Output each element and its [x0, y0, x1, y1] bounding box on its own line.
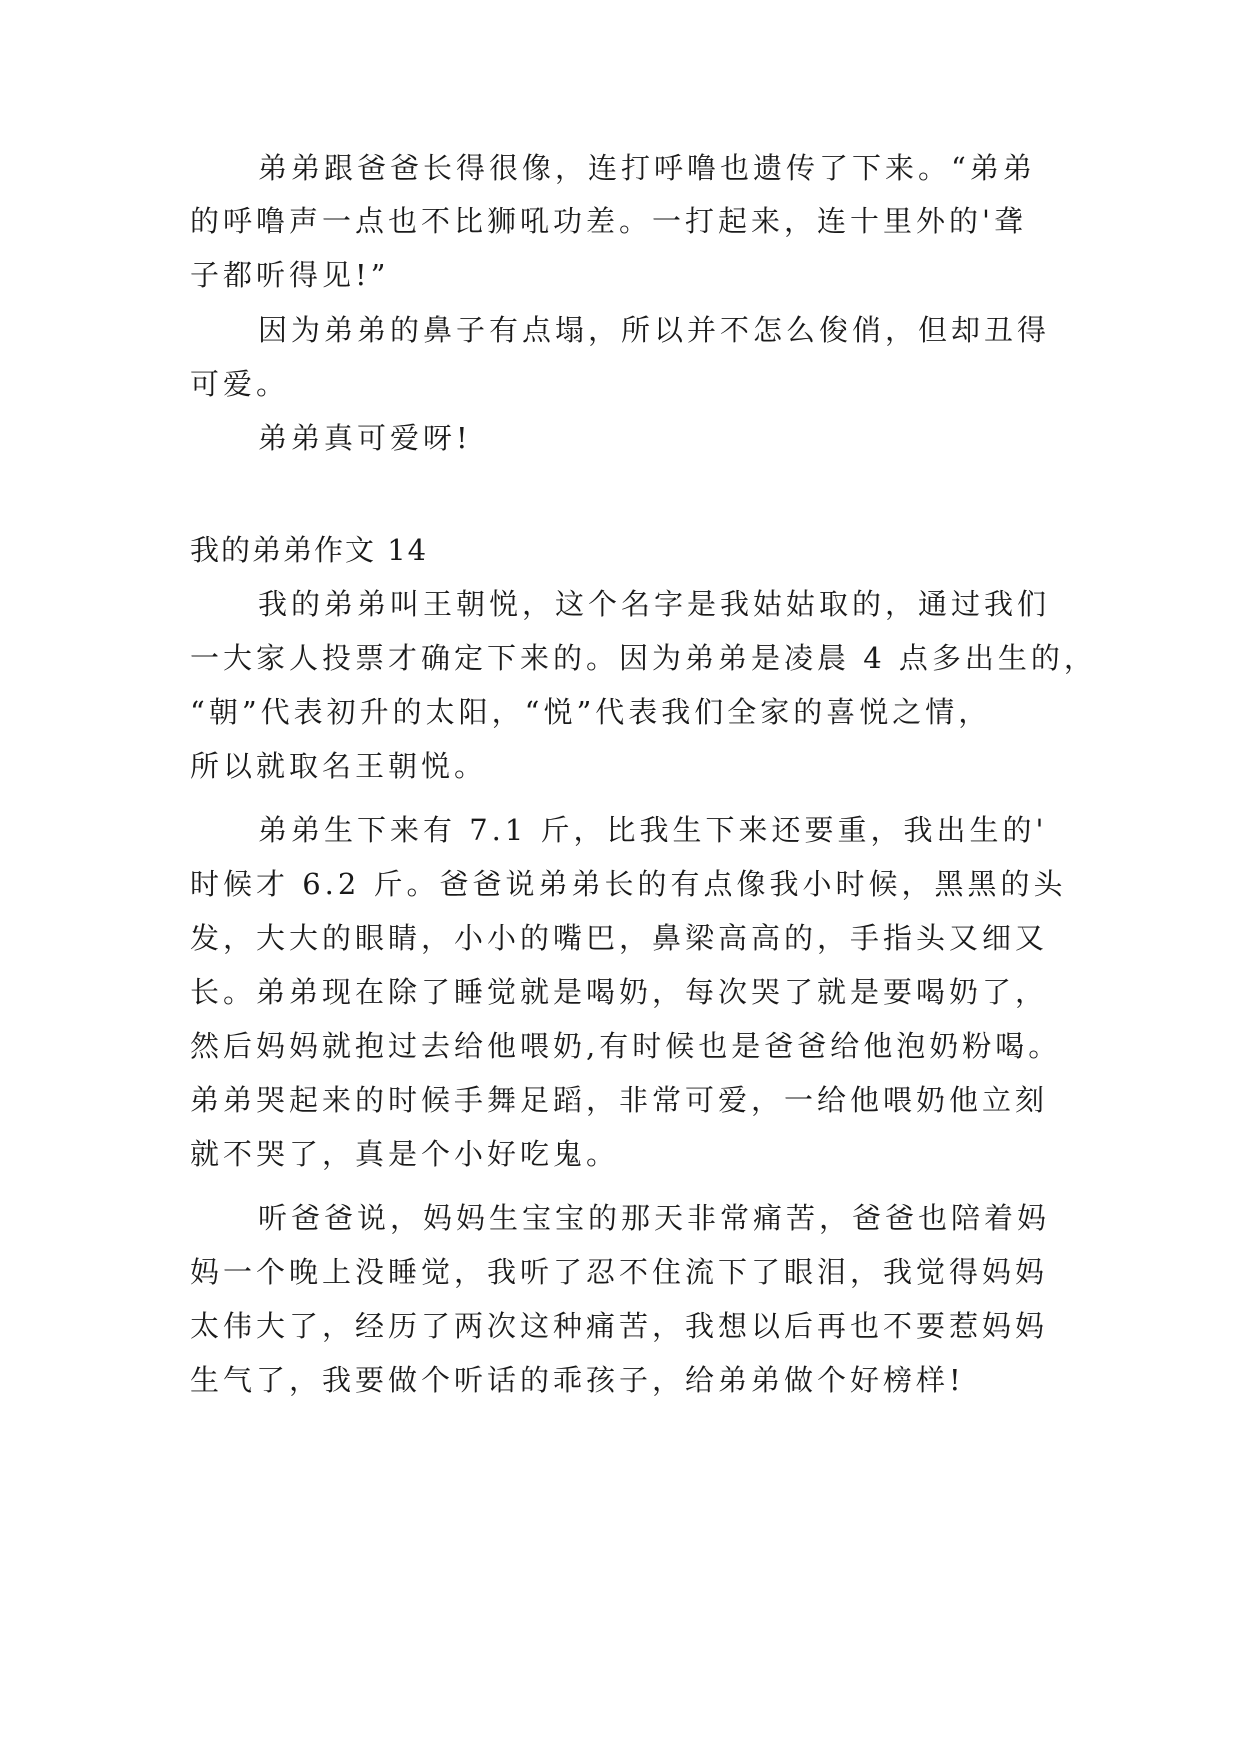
paragraph-line: 因为弟弟的鼻子有点塌，所以并不怎么俊俏，但却丑得 — [258, 313, 1051, 347]
paragraph-line: 然后妈妈就抱过去给他喂奶,有时候也是爸爸给他泡奶粉喝。 — [190, 1029, 1062, 1063]
paragraph-line: 子都听得见!” — [190, 258, 390, 292]
paragraph-line: 就不哭了，真是个小好吃鬼。 — [190, 1137, 620, 1171]
paragraph-line: 妈一个晚上没睡觉，我听了忍不住流下了眼泪，我觉得妈妈 — [190, 1255, 1049, 1289]
paragraph-line: 发，大大的眼睛，小小的嘴巴，鼻梁高高的，手指头又细又 — [190, 921, 1049, 955]
paragraph-line: 一大家人投票才确定下来的。因为弟弟是凌晨 4 点多出生的， — [190, 641, 1097, 675]
paragraph-line: “朝”代表初升的太阳，“悦”代表我们全家的喜悦之情， — [190, 695, 992, 729]
paragraph-line: 弟弟生下来有 7.1 斤，比我生下来还要重，我出生的' — [258, 813, 1048, 847]
essay-title: 我的弟弟作文 14 — [190, 533, 429, 567]
paragraph-line: 可爱。 — [190, 367, 290, 401]
paragraph-line: 我的弟弟叫王朝悦，这个名字是我姑姑取的，通过我们 — [258, 587, 1051, 621]
paragraph-line: 弟弟哭起来的时候手舞足蹈，非常可爱，一给他喂奶他立刻 — [190, 1083, 1049, 1117]
paragraph-line: 弟弟跟爸爸长得很像，连打呼噜也遗传了下来。“弟弟 — [258, 151, 1036, 185]
paragraph-line: 太伟大了，经历了两次这种痛苦，我想以后再也不要惹妈妈 — [190, 1309, 1049, 1343]
paragraph-line: 的呼噜声一点也不比狮吼功差。一打起来，连十里外的'聋 — [190, 204, 1027, 238]
paragraph-line: 生气了，我要做个听话的乖孩子，给弟弟做个好榜样! — [190, 1363, 965, 1397]
paragraph-line: 时候才 6.2 斤。爸爸说弟弟长的有点像我小时候，黑黑的头 — [190, 867, 1067, 901]
paragraph-line: 听爸爸说，妈妈生宝宝的那天非常痛苦，爸爸也陪着妈 — [258, 1201, 1051, 1235]
paragraph-line: 弟弟真可爱呀! — [258, 421, 472, 455]
paragraph-line: 所以就取名王朝悦。 — [190, 749, 488, 783]
paragraph-line: 长。弟弟现在除了睡觉就是喝奶，每次哭了就是要喝奶了， — [190, 975, 1049, 1009]
